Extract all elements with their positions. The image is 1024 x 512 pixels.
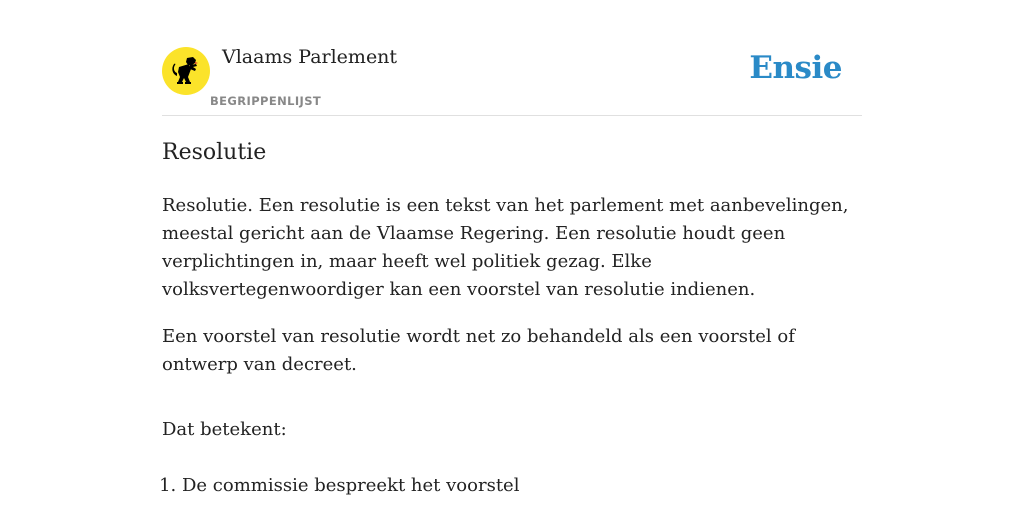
article-body bbox=[162, 192, 862, 500]
brand-logo-link[interactable]: Ensie bbox=[749, 50, 842, 86]
ordered-list bbox=[162, 472, 862, 500]
page-title: Resolutie bbox=[162, 140, 267, 165]
paragraph: Resolutie. Een resolutie is een tekst van het parlement met aanbevelingen, meestal gericht aan de Vlaamse Regering. Een resolutie houdt geen verplichtingen in, maar heeft wel politiek gezag. Elke volksvertegenwoordiger kan een voorstel van resolutie indienen. bbox=[162, 195, 849, 300]
section-label[interactable]: BEGRIPPENLIJST bbox=[210, 94, 322, 108]
page bbox=[162, 0, 862, 512]
site-header bbox=[162, 0, 862, 116]
list-item: 1. De commissie bespreekt het voorstel bbox=[182, 472, 862, 500]
paragraph: Een voorstel van resolutie wordt net zo behandeld als een voorstel of ontwerp van decreet. bbox=[162, 326, 795, 375]
org-name[interactable]: Vlaams Parlement bbox=[222, 46, 398, 68]
flemish-lion-icon[interactable] bbox=[162, 47, 210, 95]
paragraph: Dat betekent: bbox=[162, 419, 287, 440]
